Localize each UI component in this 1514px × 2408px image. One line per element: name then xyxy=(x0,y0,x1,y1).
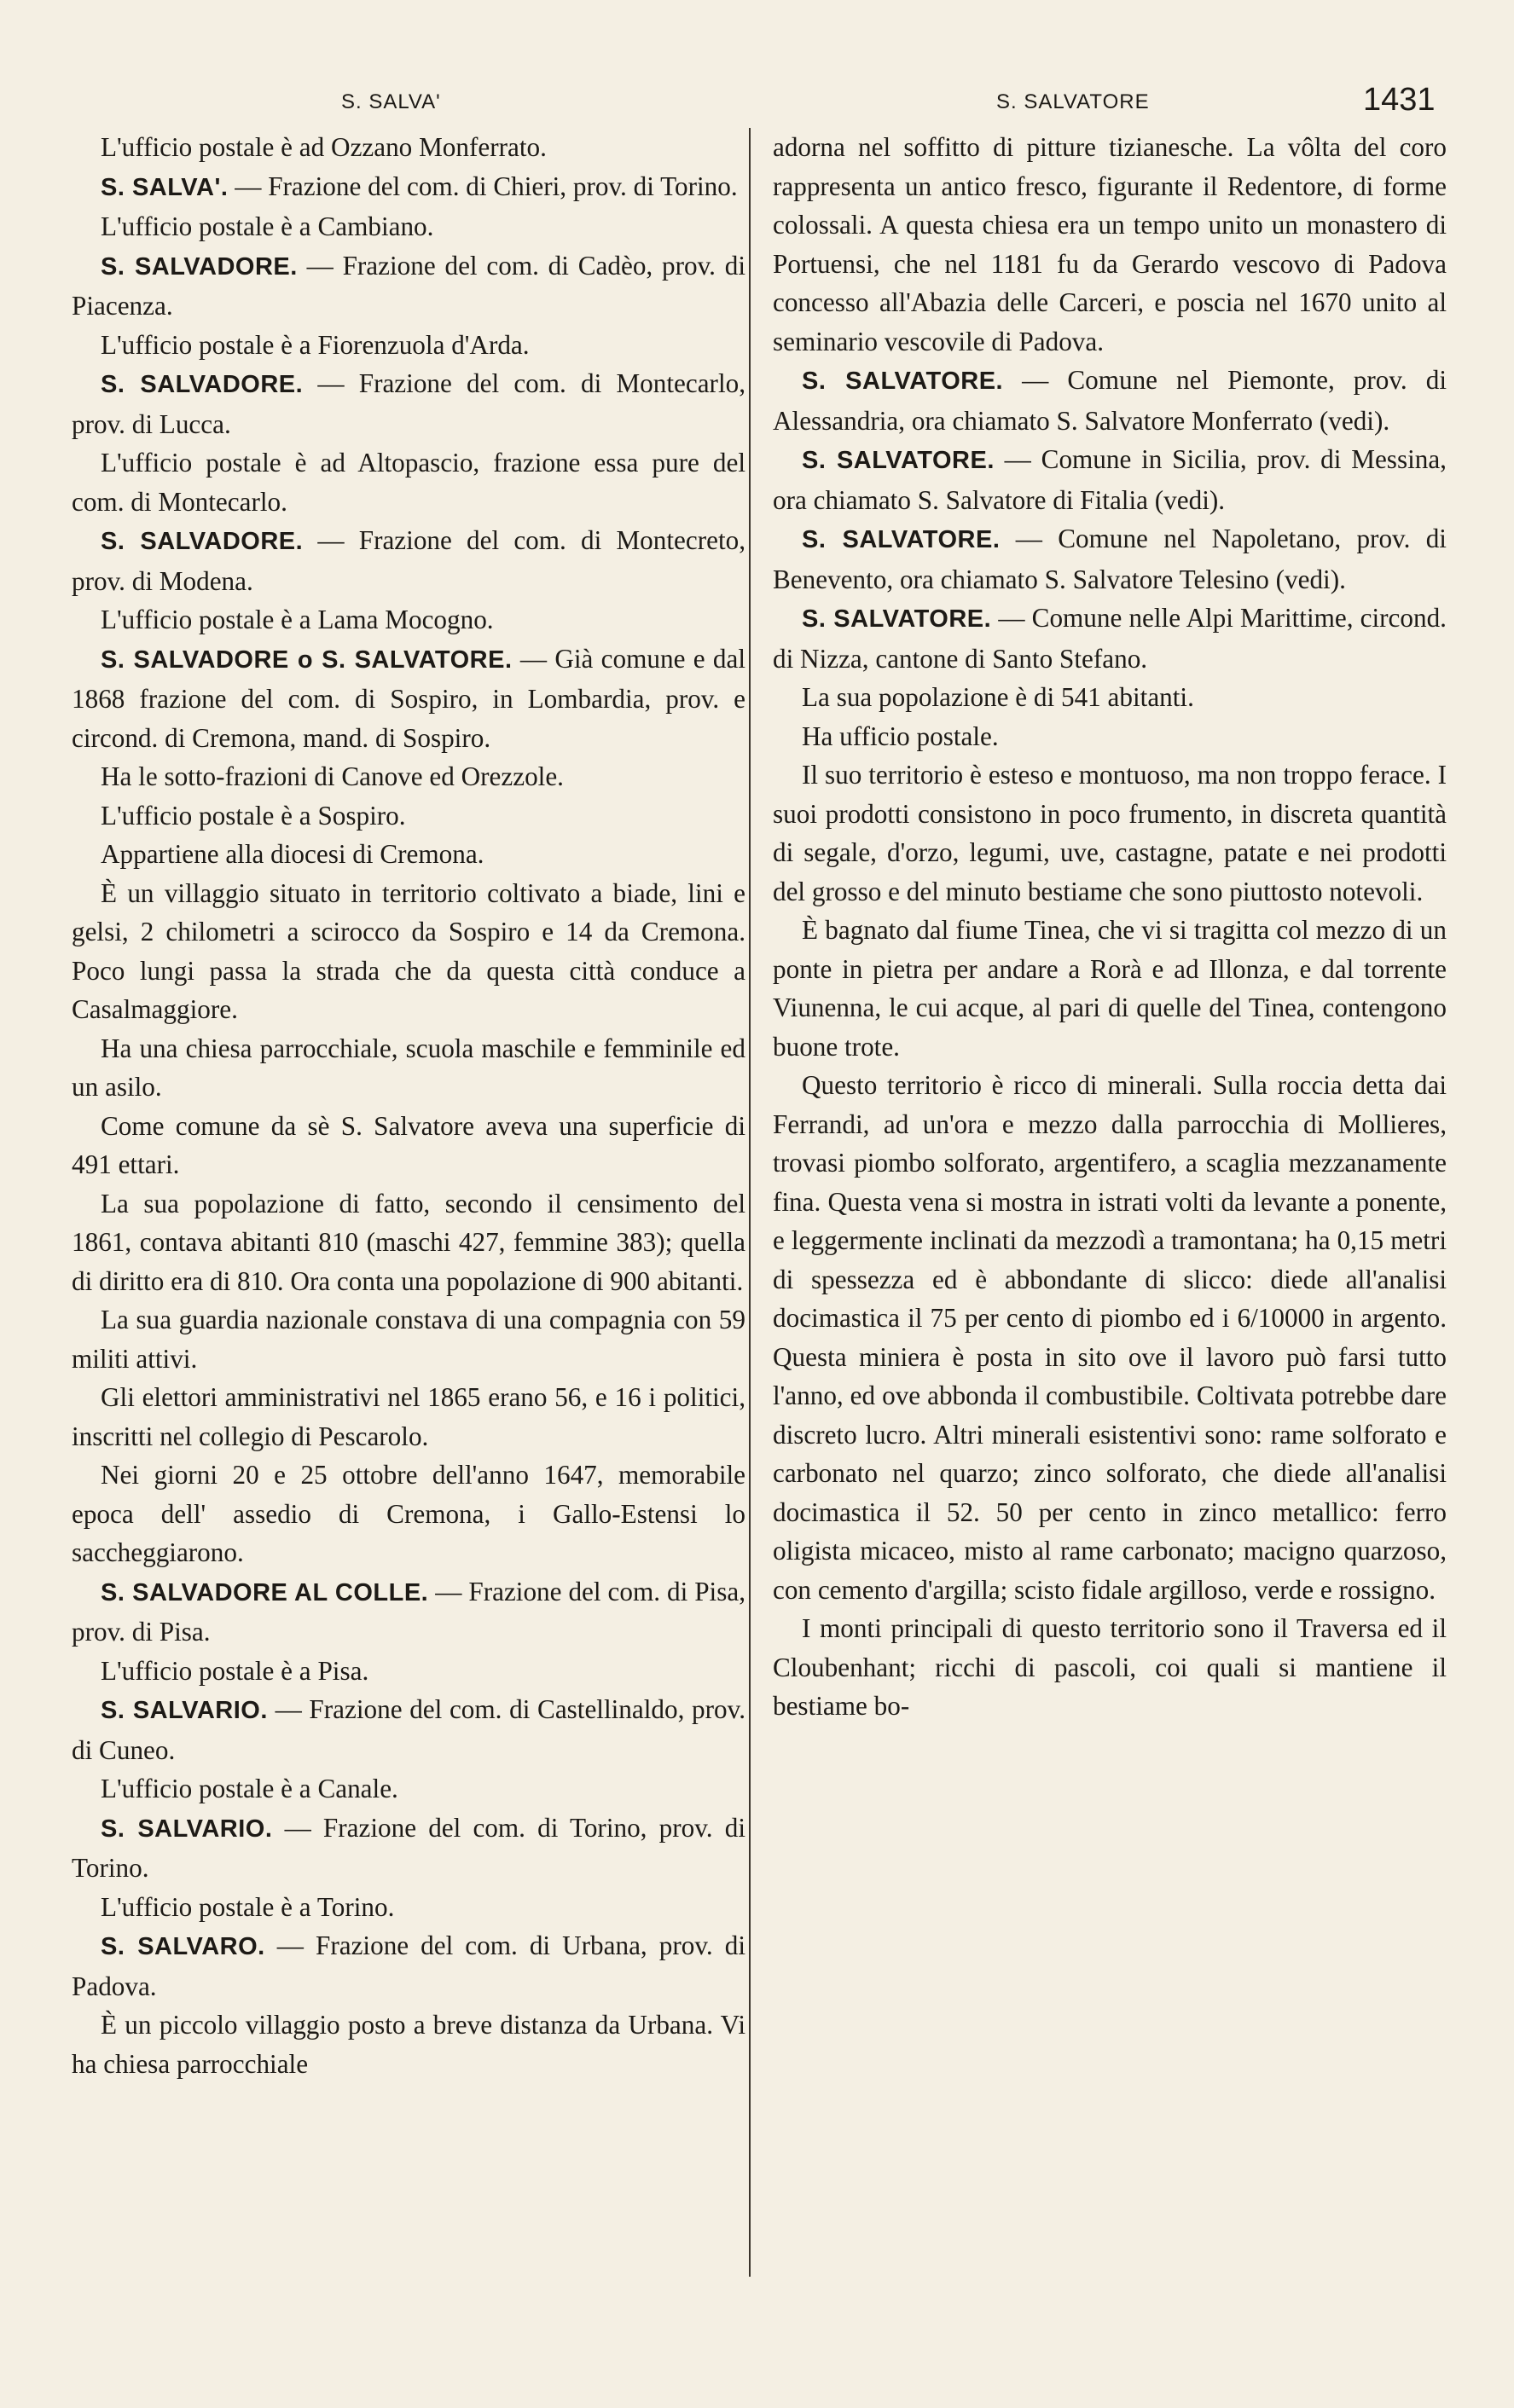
entry-paragraph xyxy=(72,167,745,208)
entry-text: L'ufficio postale è ad Altopascio, frazione essa pure del com. di Montecarlo. xyxy=(72,448,745,517)
entry-text: — Frazione del com. di Torino, prov. di Torino. xyxy=(72,1812,745,1883)
entry-text: La sua popolazione di fatto, secondo il censimento del 1861, contava abitanti 810 (maschi 427, femmine 383); quella di diritto era di 810. Ora conta una popolazione di 900 abitanti. xyxy=(72,1188,745,1296)
text-paragraph xyxy=(72,757,745,796)
text-paragraph xyxy=(773,911,1447,1066)
entry-headword: S. SALVADORE. xyxy=(101,371,304,398)
entry-headword: S. SALVARIO. xyxy=(101,1815,273,1843)
entry-text: Il suo territorio è esteso e montuoso, ma non troppo ferace. I suoi prodotti consistono in poco frumento, in discreta quantità di segale, d'orzo, legumi, uve, castagne, patate e nei prodotti del grosso e del minuto bestiame che sono piuttosto notevoli. xyxy=(773,760,1447,906)
text-paragraph xyxy=(773,755,1447,911)
entry-paragraph xyxy=(773,599,1447,678)
text-paragraph xyxy=(72,443,745,521)
entry-paragraph xyxy=(72,521,745,600)
text-paragraph xyxy=(72,326,745,365)
text-paragraph xyxy=(72,1769,745,1809)
entry-text: — Frazione del com. di Montecreto, prov. di Modena. xyxy=(72,525,745,596)
entry-headword: S. SALVATORE. xyxy=(802,368,1004,395)
text-paragraph xyxy=(72,1652,745,1691)
entry-text: La sua popolazione è di 541 abitanti. xyxy=(802,682,1194,712)
entry-headword: S. SALVATORE. xyxy=(802,526,1001,553)
right-column xyxy=(773,128,1447,1726)
entry-paragraph xyxy=(72,364,745,443)
entry-text: — Comune in Sicilia, prov. di Messina, ora chiamato S. Salvatore di Fitalia (vedi). xyxy=(773,444,1447,515)
entry-text: È un villaggio situato in territorio coltivato a biade, lini e gelsi, 2 chilometri a scirocco da Sospiro e 14 da Cremona. Poco lungi passa la strada che da questa città conduce a Casalmaggiore. xyxy=(72,877,745,1024)
entry-paragraph xyxy=(773,440,1447,519)
entry-text: — Frazione del com. di Pisa, prov. di Pisa. xyxy=(72,1576,745,1647)
entry-headword: S. SALVADORE AL COLLE. xyxy=(101,1578,429,1606)
right-running-head: S. SALVATORE xyxy=(996,90,1150,113)
entry-paragraph xyxy=(72,1572,745,1652)
entry-headword: S. SALVATORE. xyxy=(802,447,995,474)
text-paragraph xyxy=(72,2006,745,2083)
entry-headword: S. SALVADORE o S. SALVATORE. xyxy=(101,645,513,674)
entry-text: — Comune nelle Alpi Marittime, circond. di Nizza, cantone di Santo Stefano. xyxy=(773,603,1447,674)
entry-text: adorna nel soffitto di pitture tizianesche. La vôlta del coro rappresenta un antico fresco, figurante il Redentore, di forme colossali. A questa chiesa era un tempo unito un monastero di Portuensi, che nel 1181 fu da Gerardo vescovo di Padova concesso all'Abazia delle Carceri, e poscia nel 1670 unito al seminario vescovile di Padova. xyxy=(773,132,1447,356)
text-paragraph xyxy=(773,1609,1447,1726)
entry-text: Ha una chiesa parrocchiale, scuola maschile e femminile ed un asilo. xyxy=(72,1033,745,1102)
entry-text: Nei giorni 20 e 25 ottobre dell'anno 1647, memorabile epoca dell' assedio di Cremona, i Gallo-Estensi lo saccheggiarono. xyxy=(72,1460,745,1567)
entry-text: — Frazione del com. di Chieri, prov. di Torino. xyxy=(228,171,738,201)
entry-text: L'ufficio postale è a Fiorenzuola d'Arda. xyxy=(101,329,530,360)
entry-headword: S. SALVATORE. xyxy=(802,605,992,633)
entry-text: — Frazione del com. di Montecarlo, prov. di Lucca. xyxy=(72,368,745,439)
entry-text: — Già comune e dal 1868 frazione del com. di Sospiro, in Lombardia, prov. e circond. di Cremona, mand. di Sospiro. xyxy=(72,643,745,753)
entry-text: È bagnato dal fiume Tinea, che vi si tragitta col mezzo di un ponte in pietra per andare a Rorà e ad Illonza, e dal torrente Viunenna, le cui acque, al pari di quelle del Tinea, contengono buone trote. xyxy=(773,915,1447,1062)
text-paragraph xyxy=(72,1184,745,1301)
text-paragraph xyxy=(72,1378,745,1456)
text-paragraph xyxy=(72,1888,745,1927)
entry-text: Ha ufficio postale. xyxy=(802,721,999,751)
entry-text: I monti principali di questo territorio sono il Traversa ed il Cloubenhant; ricchi di pascoli, coi quali si mantiene il bestiame bo- xyxy=(773,1613,1447,1721)
entry-paragraph xyxy=(72,1690,745,1769)
entry-text: Come comune da sè S. Salvatore aveva una superficie di 491 ettari. xyxy=(72,1110,745,1179)
left-column xyxy=(72,128,745,2083)
entry-paragraph xyxy=(72,640,745,758)
entry-text: L'ufficio postale è a Pisa. xyxy=(101,1655,369,1686)
entry-text: L'ufficio postale è a Lama Mocogno. xyxy=(101,605,494,634)
text-paragraph xyxy=(72,1107,745,1184)
text-paragraph xyxy=(72,835,745,874)
entry-text: — Comune nel Piemonte, prov. di Alessandria, ora chiamato S. Salvatore Monferrato (vedi). xyxy=(773,365,1447,436)
entry-headword: S. SALVARIO. xyxy=(101,1697,268,1724)
entry-text: — Comune nel Napoletano, prov. di Benevento, ora chiamato S. Salvatore Telesino (vedi). xyxy=(773,524,1447,594)
entry-paragraph xyxy=(72,1926,745,2006)
entry-paragraph xyxy=(72,246,745,326)
text-paragraph xyxy=(72,1456,745,1572)
entry-text: — Frazione del com. di Cadèo, prov. di Piacenza. xyxy=(72,250,746,321)
left-running-head: S. SALVA' xyxy=(341,90,441,113)
text-paragraph xyxy=(72,796,745,836)
entry-text: È un piccolo villaggio posto a breve distanza da Urbana. Vi ha chiesa parrocchiale xyxy=(72,2010,745,2079)
entry-text: Ha le sotto-frazioni di Canove ed Orezzole. xyxy=(101,761,564,791)
entry-headword: S. SALVADORE. xyxy=(101,528,304,555)
text-paragraph xyxy=(72,874,745,1029)
text-paragraph xyxy=(72,600,745,640)
entry-text: Gli elettori amministrativi nel 1865 erano 56, e 16 i politici, inscritti nel collegio di Pescarolo. xyxy=(72,1382,745,1451)
entry-paragraph xyxy=(773,519,1447,599)
running-header xyxy=(0,78,1514,130)
entry-text: L'ufficio postale è a Sospiro. xyxy=(101,800,406,831)
entry-text: — Frazione del com. di Castellinaldo, prov. di Cuneo. xyxy=(72,1694,745,1765)
entry-text: L'ufficio postale è a Cambiano. xyxy=(101,211,434,241)
text-paragraph xyxy=(72,1300,745,1378)
text-paragraph xyxy=(72,128,745,167)
column-divider xyxy=(749,128,751,2277)
entry-text: L'ufficio postale è ad Ozzano Monferrato. xyxy=(101,132,547,162)
entry-text: La sua guardia nazionale constava di una compagnia con 59 militi attivi. xyxy=(72,1305,745,1374)
entry-headword: S. SALVADORE. xyxy=(101,252,298,281)
page-number: 1431 xyxy=(1363,82,1436,118)
text-paragraph xyxy=(773,717,1447,756)
entry-text: Questo territorio è ricco di minerali. Sulla roccia detta dai Ferrandi, ad un'ora e mezzo dalla parrocchia di Mollieres, trovasi piombo solforato, argentifero, a scaglia mezzanamente fina. Questa vena si mostra in istrati volti da levante a ponente, e leggermente inclinati da mezzodì a tramontana; ha 0,15 metri di spessezza ed è abbondante di slicco: diede all'analisi docimastica il 75 per cento di piombo ed i 6/10000 in argento. Questa miniera è posta in sito ove il lavoro può farsi tutto l'anno, ed ove abbonda il combustibile. Coltivata potrebbe dare discreto lucro. Altri minerali esistentivi sono: rame solforato e carbonato nel quarzo; zinco solforato, che diede all'analisi docimastica il 52. 50 per cento in zinco metallico: ferro oligista micaceo, misto al rame carbonato; macigno quarzoso, con cemento d'argilla; scisto fidale argilloso, verde e rossigno. xyxy=(773,1070,1447,1605)
text-paragraph xyxy=(72,1029,745,1107)
entry-paragraph xyxy=(72,1809,745,1888)
entry-headword: S. SALVARO. xyxy=(101,1933,265,1960)
entry-headword: S. SALVA'. xyxy=(101,173,229,201)
text-paragraph xyxy=(773,1066,1447,1609)
entry-paragraph xyxy=(773,361,1447,440)
text-paragraph xyxy=(773,128,1447,361)
text-paragraph xyxy=(773,678,1447,717)
entry-text: Appartiene alla diocesi di Cremona. xyxy=(101,839,484,869)
entry-text: L'ufficio postale è a Canale. xyxy=(101,1774,398,1803)
text-paragraph xyxy=(72,207,745,246)
entry-text: L'ufficio postale è a Torino. xyxy=(101,1891,395,1922)
entry-text: — Frazione del com. di Urbana, prov. di Padova. xyxy=(72,1930,745,2001)
